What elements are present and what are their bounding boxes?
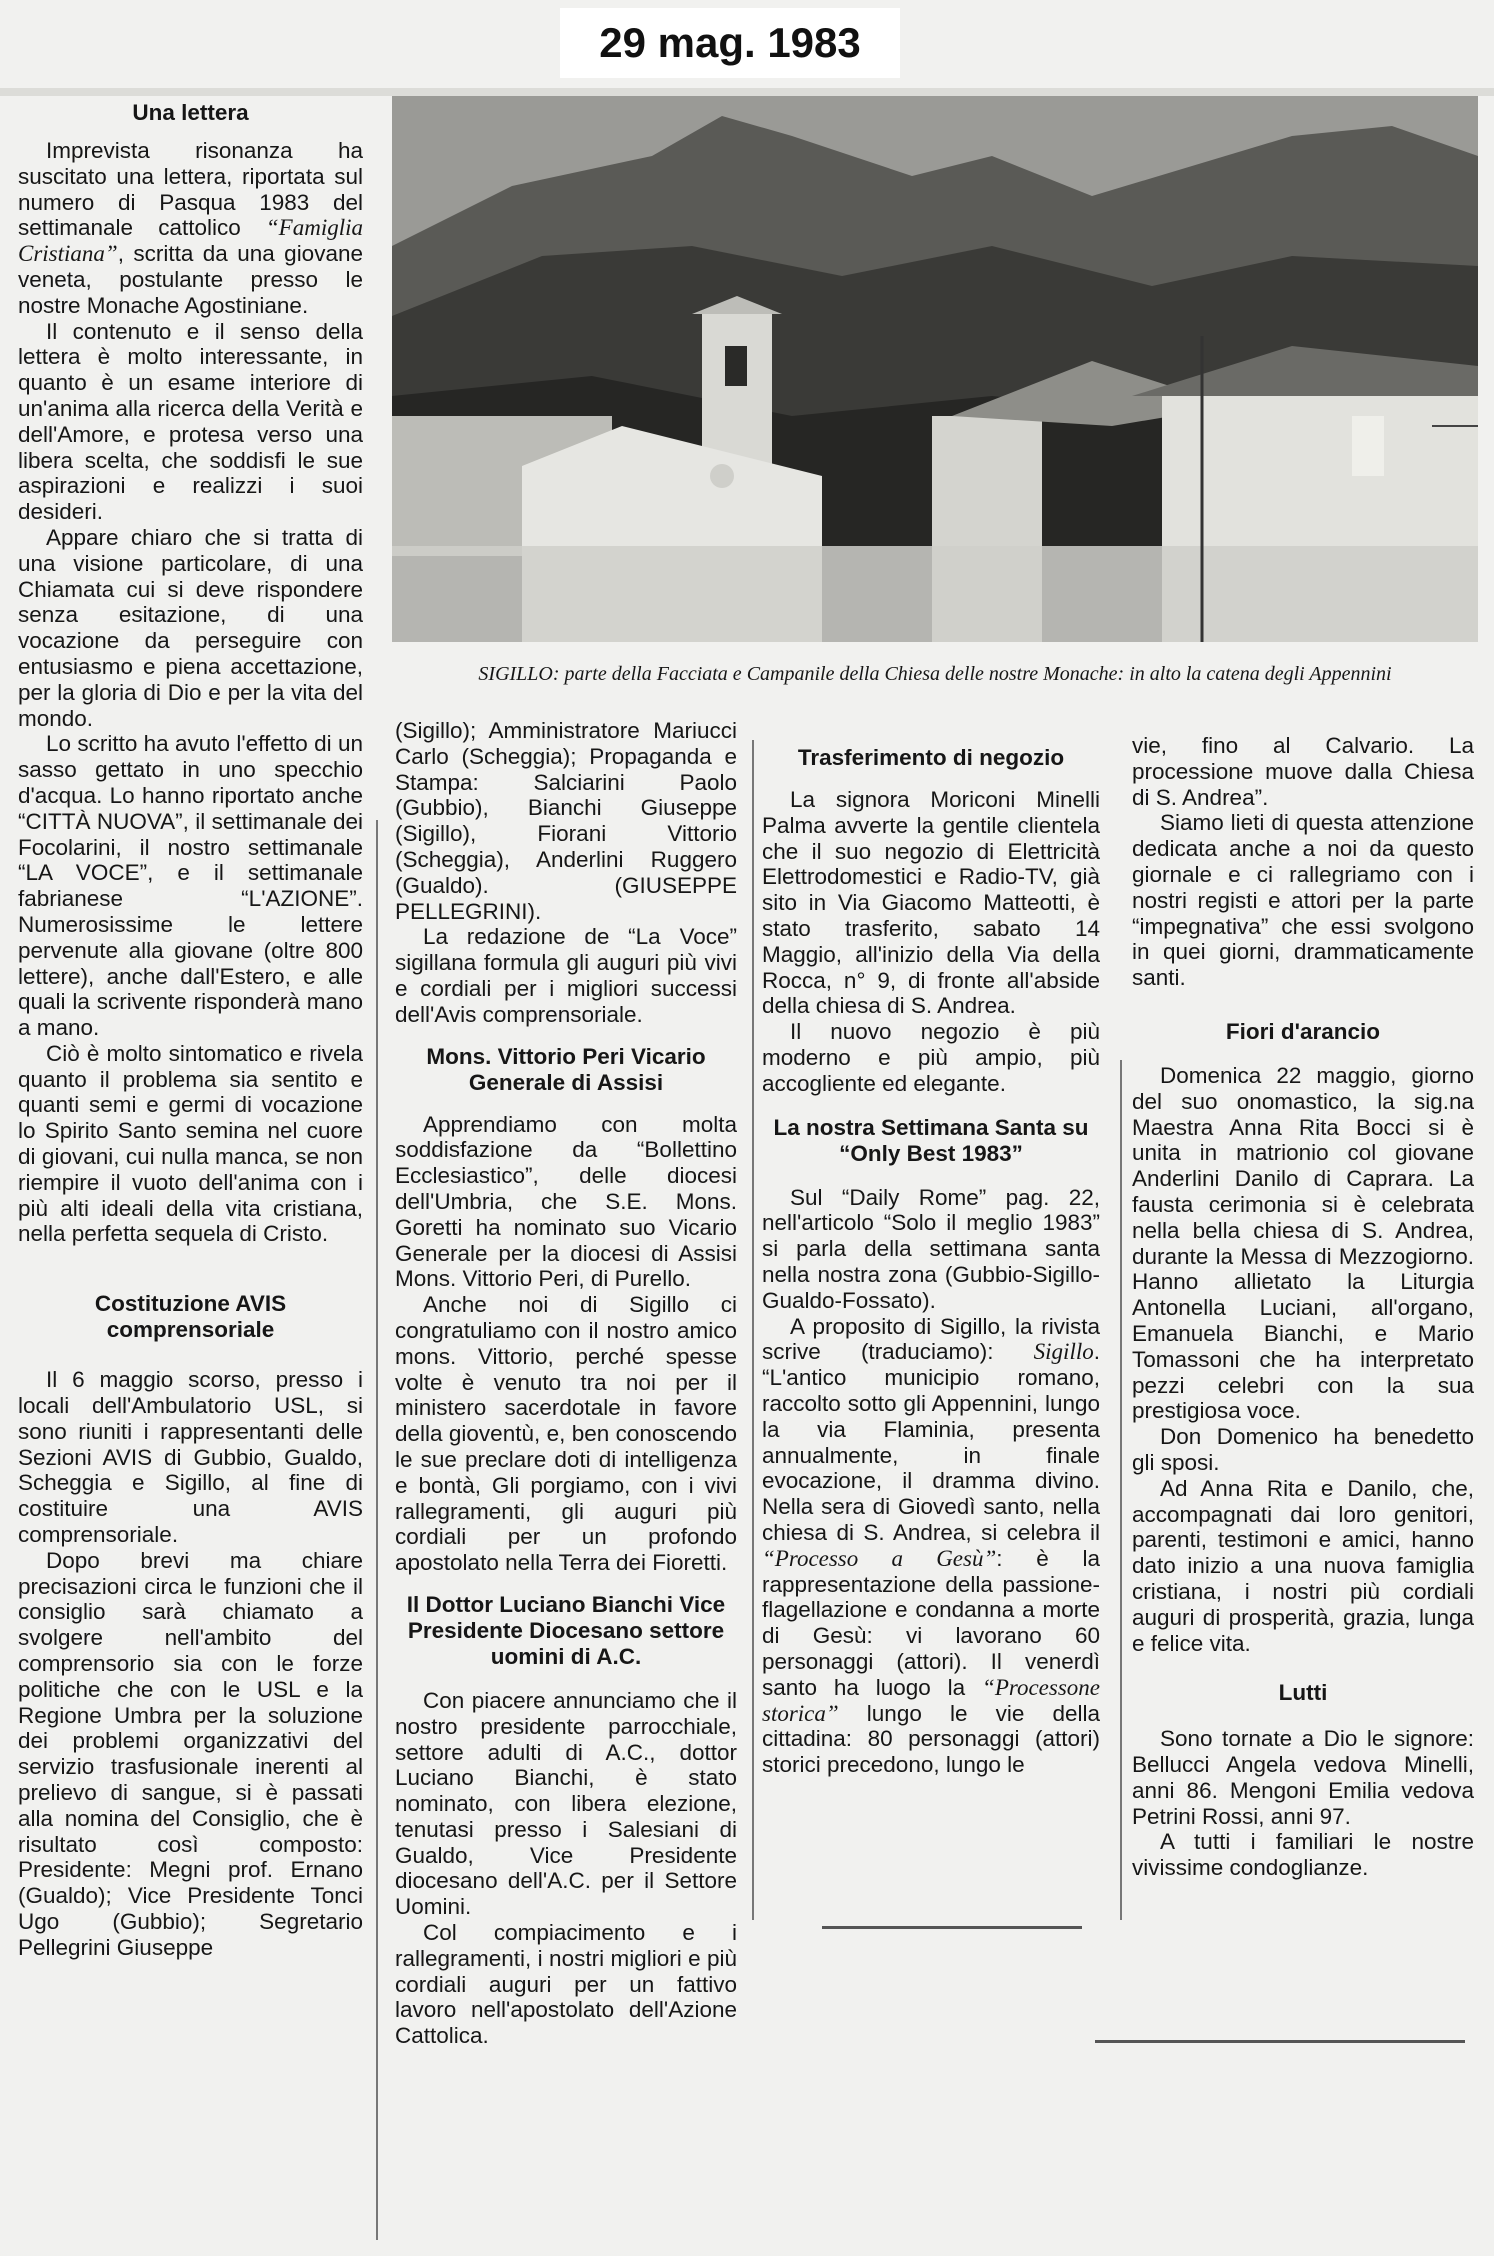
headline-una-lettera: Una lettera bbox=[132, 100, 249, 125]
paragraph: Col compiacimento e i rallegramenti, i nostri migliori e più cordiali auguri per un fattivo lavoro nell'apostolato dell'Azione Cattolica. bbox=[395, 1920, 737, 2049]
photo-caption: SIGILLO: parte della Facciata e Campanile della Chiesa delle nostre Monache: in alto la catena degli Appennini bbox=[478, 663, 1392, 685]
headline-trasferimento-negozio: Trasferimento di negozio bbox=[797, 745, 1065, 770]
headline-mons-peri: Mons. Vittorio Peri Vicario Generale di Assisi bbox=[426, 1043, 706, 1095]
paragraph: Ad Anna Rita e Danilo, che, accompagnati dai loro genitori, parenti, testimoni e amici, hanno dato inizio a una nuova famiglia cristiana, i nostri più cordiali auguri di prosperità, grazia, lunga e felice vita. bbox=[1132, 1475, 1474, 1656]
paragraph: Sono tornate a Dio le signore: Bellucci Angela vedova Minelli, anni 86. Mengoni Emilia vedova Petrini Rossi, anni 97. bbox=[1132, 1726, 1474, 1829]
paragraph: Imprevista risonanza ha suscitato una lettera, riportata sul numero di Pasqua 1983 del settimanale cattolico “Famiglia Cristiana”, scritta da una giovane veneta, postulante presso le nostre Monache Agostiniane. bbox=[18, 138, 363, 318]
paragraph: Sul “Daily Rome” pag. 22, nell'articolo “Solo il meglio 1983” si parla della settimana santa nella nostra zona (Gubbio-Sigillo-Gualdo-Fossato). bbox=[762, 1184, 1100, 1313]
paragraph: Siamo lieti di questa attenzione dedicata anche a noi da questo giornale e ci rallegriamo con i nostri registi e attori per la parte “impegnativa” che essi svolgono in quei giorni, drammaticamente santi. bbox=[1132, 810, 1474, 991]
paragraph: Dopo brevi ma chiare precisazioni circa le funzioni che il consiglio sarà chiamato a svolgere nell'ambito del comprensorio sia con le forze politiche che con le USL e la Regione Umbra per la soluzione dei problemi organizzativi del servizio trasfusionale inerenti al prelievo di sangue, si è passati alla nomina del Consiglio, che è risultato così composto: Presidente: Megni prof. Ernano (Gualdo); Vice Presidente Tonci Ugo (Gubbio); Segretario Pellegrini Giuseppe bbox=[18, 1547, 363, 1960]
paragraph: Apprendiamo con molta soddisfazione da “Bollettino Ecclesiastico”, delle diocesi dell'Umbria, che S.E. Mons. Goretti ha nominato suo Vicario Generale per la diocesi di Assisi Mons. Vittorio Peri, di Purello. bbox=[395, 1111, 737, 1292]
paragraph: Ciò è molto sintomatico e rivela quanto il problema sia sentito e quanti semi e germi di vocazione lo Spirito Santo semina nel cuore di giovani, cui nulla manca, se non riempire il vuoto dell'anima con i più alti ideali della vita cristiana, nella perfetta sequela di Cristo. bbox=[18, 1040, 363, 1247]
paragraph: Con piacere annunciamo che il nostro presidente parrocchiale, settore adulti di A.C., dottor Luciano Bianchi, è stato nominato, con libera elezione, tenutasi presso i Salesiani di Gualdo, Vice Presidente diocesano dell'A.C. per il Settore Uomini. bbox=[395, 1687, 737, 1920]
paragraph: Il contenuto e il senso della lettera è molto interessante, in quanto è un esame interiore di un'anima alla ricerca della Verità e dell'Amore, e protesa verso una libera scelta, che soddisfi le sue aspirazioni e realizzi i suoi desideri. bbox=[18, 318, 363, 525]
column-2 bbox=[395, 718, 737, 2248]
paragraph: Il nuovo negozio è più moderno e più ampio, più accogliente ed elegante. bbox=[762, 1019, 1100, 1096]
paragraph: La redazione de “La Voce” sigillana formula gli auguri più vivi e cordiali per i migliori successi dell'Avis comprensoriale. bbox=[395, 924, 737, 1027]
scan-edge bbox=[0, 88, 1494, 96]
paragraph: Domenica 22 maggio, giorno del suo onomastico, la sig.na Maestra Anna Rita Bocci si è unita in matrionio col giovane Anderlini Danilo di Caprara. La fausta cerimonia si è celebrata nella bella chiesa di S. Andrea, durante la Messa di Mezzogiorno. Hanno allietato la Liturgia Antonella Luciani, all'organo, Emanuela Bianchi, e Mario Tomassoni che ha interpretato pezzi celebri con la sua prestigiosa voce. bbox=[1132, 1062, 1474, 1424]
headline-costituzione-avis: Costituzione AVIS comprensoriale bbox=[94, 1291, 287, 1343]
end-rule bbox=[1095, 2040, 1465, 2043]
paragraph: La signora Moriconi Minelli Palma avverte la gentile clientela che il suo negozio di Elettricità Elettrodomestici e Radio-TV, già sito in Via Giacomo Matteotti, è stato trasferito, sabato 14 Maggio, all'inizio della Via della Rocca, n° 9, di fronte all'abside della chiesa di S. Andrea. bbox=[762, 787, 1100, 1019]
paragraph: Anche noi di Sigillo ci congratuliamo con il nostro amico mons. Vittorio, perché spesse volte è venuto tra noi per il ministero sacerdotale in favore della gioventù, e, ben conoscendo le sue preclare doti di intelligenza e bontà, Gli porgiamo, con i vivi rallegramenti, gli auguri più cordiali per un profondo apostolato nella Terra dei Fioretti. bbox=[395, 1292, 737, 1576]
column-divider bbox=[376, 820, 378, 2240]
column-1 bbox=[18, 100, 363, 2250]
column-4 bbox=[1132, 733, 1474, 2053]
paragraph: Lo scritto ha avuto l'effetto di un sasso gettato in uno specchio d'acqua. Lo hanno riportato anche “CITTÀ NUOVA”, il settimanale dei Focolarini, il nostro settimanale “LA VOCE”, e il settimanale fabrianese “L'AZIONE”. Numerosissime le lettere pervenute alla giovane (oltre 800 lettere), anche dall'Estero, e alle quali la scrivente risponderà mano a mano. bbox=[18, 731, 363, 1041]
column-3 bbox=[762, 745, 1100, 1925]
paragraph: Appare chiaro che si tratta di una visione particolare, di una Chiamata cui si deve rispondere senza esitazione, di una vocazione da perseguire con entusiasmo e piena accettazione, per la gloria di Dio e per la vita del mondo. bbox=[18, 524, 363, 731]
paragraph: Don Domenico ha benedetto gli sposi. bbox=[1132, 1424, 1474, 1475]
end-rule bbox=[822, 1926, 1082, 1929]
church-photo bbox=[392, 96, 1478, 642]
paragraph: vie, fino al Calvario. La processione muove dalla Chiesa di S. Andrea”. bbox=[1132, 733, 1474, 810]
paragraph: Il 6 maggio scorso, presso i locali dell'Ambulatorio USL, si sono riuniti i rappresentanti delle Sezioni AVIS di Gubbio, Gualdo, Scheggia e Sigillo, al fine di costituire una AVIS comprensoriale. bbox=[18, 1367, 363, 1548]
clipping-date: 29 mag. 1983 bbox=[560, 8, 900, 78]
headline-lutti: Lutti bbox=[1278, 1680, 1328, 1706]
paragraph: (Sigillo); Amministratore Mariucci Carlo (Scheggia); Propaganda e Stampa: Salciarini Paolo (Gubbio), Bianchi Giuseppe (Sigillo), Fiorani Vittorio (Scheggia), Anderlini Ruggero (Gualdo). (GIUSEPPE PELLEGRINI). bbox=[395, 718, 737, 924]
headline-settimana-santa: La nostra Settimana Santa su “Only Best 1983” bbox=[773, 1114, 1089, 1166]
column-divider bbox=[752, 740, 754, 1920]
paragraph: A proposito di Sigillo, la rivista scrive (traduciamo): Sigillo. “L'antico municipio romano, raccolto sotto gli Appennini, lungo la via Flaminia, presenta annualmente, in finale evocazione, il dramma divino. Nella sera di Giovedì santo, nella chiesa di S. Andrea, si celebra il “Processo a Gesù”: è la rappresentazione della passione-flagellazione e condanna a morte di Gesù: vi lavorano 60 personaggi (attori). Il venerdì santo ha luogo la “Processone storica” lungo le vie della cittadina: 80 personaggi (attori) storici precedono, lungo le bbox=[762, 1313, 1100, 1778]
headline-fiori-d-arancio: Fiori d'arancio bbox=[1225, 1018, 1381, 1044]
column-divider bbox=[1120, 1060, 1122, 1920]
paragraph: A tutti i familiari le nostre vivissime condoglianze. bbox=[1132, 1829, 1474, 1881]
headline-luciano-bianchi: Il Dottor Luciano Bianchi Vice Presidente Diocesano settore uomini di A.C. bbox=[406, 1591, 726, 1669]
